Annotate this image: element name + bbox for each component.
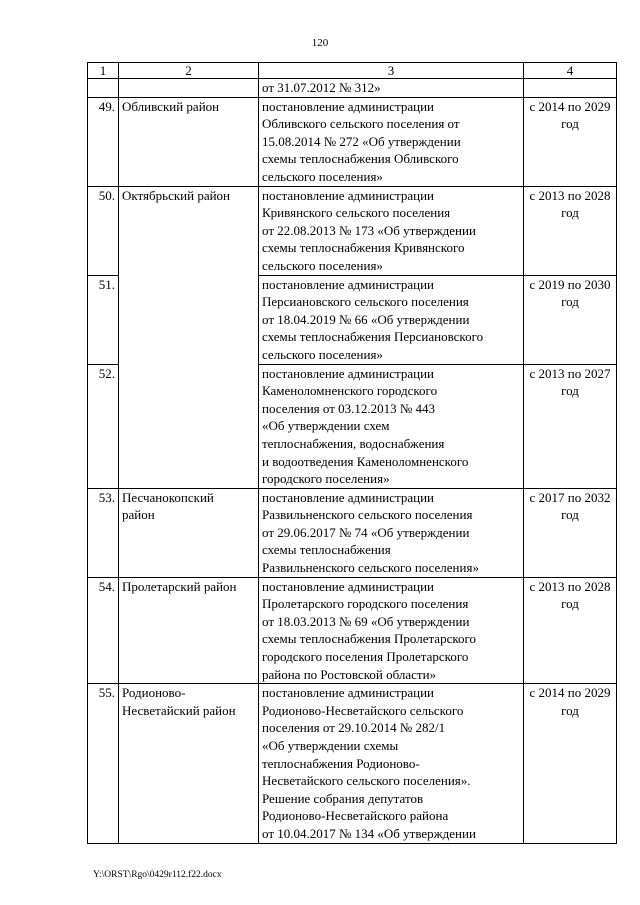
page-number: 120	[311, 37, 329, 49]
table-row	[88, 186, 617, 275]
table-header-row	[88, 63, 617, 79]
row-number: 49.	[88, 97, 119, 186]
period-cell: с 2013 по 2027 год	[524, 364, 617, 488]
period-cell: с 2013 по 2028 год	[524, 186, 617, 275]
row-number	[88, 79, 119, 98]
table-row	[88, 364, 617, 488]
file-path-footer: Y:\ORST\Rgo\0429r112.f22.docx	[93, 870, 222, 880]
period-cell: с 2019 по 2030 год	[524, 275, 617, 364]
document-cell: от 31.07.2012 № 312»	[259, 79, 524, 98]
period-cell: с 2014 по 2029 год	[524, 684, 617, 844]
header-col-2: 2	[119, 63, 259, 79]
document-cell: постановление администрации Обливского сельского поселения от 15.08.2014 № 272 «Об утверждении схемы теплоснабжения Обливского сельского поселения»	[259, 97, 524, 186]
header-col-3: 3	[259, 63, 524, 79]
period-cell	[524, 79, 617, 98]
row-number: 55.	[88, 684, 119, 844]
table-row	[88, 275, 617, 364]
period-cell: с 2017 по 2032 год	[524, 488, 617, 577]
document-cell: постановление администрации Развильненского сельского поселения от 29.06.2017 № 74 «Об утверждении схемы теплоснабжения Развильненского сельского поселения»	[259, 488, 524, 577]
district-cell	[119, 364, 259, 488]
document-cell: постановление администрации Каменоломненского городского поселения от 03.12.2013 № 443 «Об утверждении схем теплоснабжения, водоснабжения и водоотведения Каменоломненского городского поселения»	[259, 364, 524, 488]
district-cell: Октябрьский район	[119, 186, 259, 275]
row-number: 51.	[88, 275, 119, 364]
document-cell: постановление администрации Персиановского сельского поселения от 18.04.2019 № 66 «Об утверждении схемы теплоснабжения Персиановского сельского поселения»	[259, 275, 524, 364]
district-cell	[119, 275, 259, 364]
header-col-4: 4	[524, 63, 617, 79]
row-number: 52.	[88, 364, 119, 488]
district-cell: Пролетарский район	[119, 577, 259, 684]
document-cell: постановление администрации Кривянского сельского поселения от 22.08.2013 № 173 «Об утверждении схемы теплоснабжения Кривянского сельского поселения»	[259, 186, 524, 275]
period-cell: с 2013 по 2028 год	[524, 577, 617, 684]
row-number: 53.	[88, 488, 119, 577]
table-row	[88, 684, 617, 844]
period-cell: с 2014 по 2029 год	[524, 97, 617, 186]
table-row-continuation	[88, 79, 617, 98]
heat-supply-schemes-table	[87, 62, 617, 844]
document-cell: постановление администрации Пролетарского городского поселения от 18.03.2013 № 69 «Об утверждении схемы теплоснабжения Пролетарского городского поселения Пролетарского района по Ростовской области»	[259, 577, 524, 684]
header-col-1: 1	[88, 63, 119, 79]
table-row	[88, 97, 617, 186]
district-cell	[119, 79, 259, 98]
row-number: 50.	[88, 186, 119, 275]
document-cell: постановление администрации Родионово-Несветайского сельского поселения от 29.10.2014 № 282/1 «Об утверждении схемы теплоснабжения Родионово- Несветайского сельского поселения». Решение собрания депутатов Родионово-Несветайского района от 10.04.2017 № 134 «Об утверждении	[259, 684, 524, 844]
district-cell: Родионово- Несветайский район	[119, 684, 259, 844]
district-cell: Песчанокопский район	[119, 488, 259, 577]
table-row	[88, 488, 617, 577]
district-cell: Обливский район	[119, 97, 259, 186]
table-row	[88, 577, 617, 684]
row-number: 54.	[88, 577, 119, 684]
